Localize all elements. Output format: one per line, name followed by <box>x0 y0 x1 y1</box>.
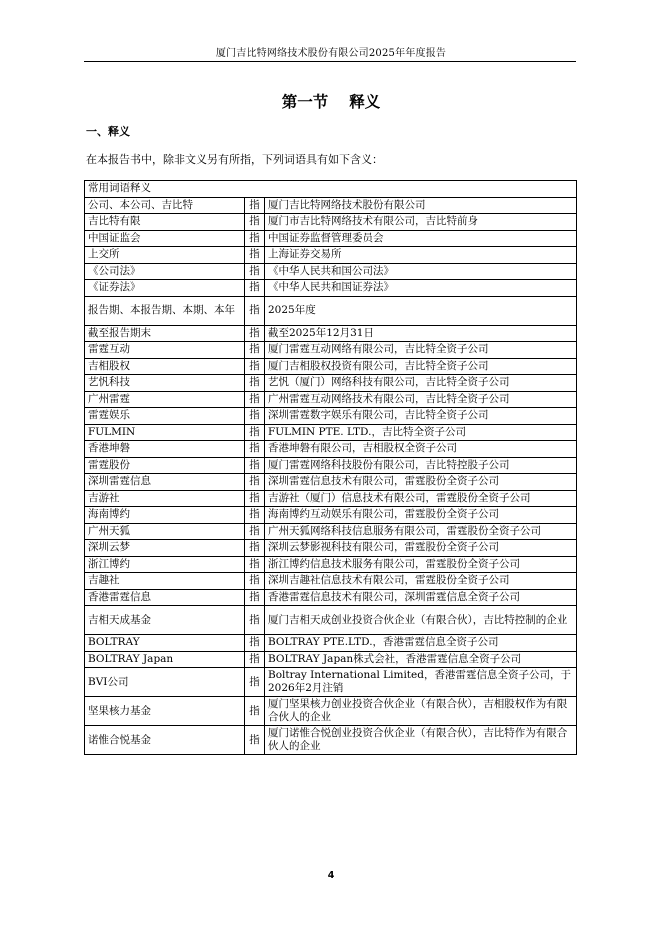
term-cell: 报告期、本报告期、本期、本年 <box>85 296 245 325</box>
term-cell: 吉相天成基金 <box>85 606 245 635</box>
table-header-row <box>85 181 577 198</box>
term-cell: 广州天狐 <box>85 523 245 540</box>
separator-cell: 指 <box>245 668 265 697</box>
definition-cell: 截至2025年12月31日 <box>265 325 577 342</box>
definition-cell: 广州天狐网络科技信息服务有限公司，雷霆股份全资子公司 <box>265 523 577 540</box>
table-row <box>85 263 577 280</box>
table-row <box>85 230 577 247</box>
table-row <box>85 606 577 635</box>
separator-cell: 指 <box>245 573 265 590</box>
term-cell: 吉比特有限 <box>85 214 245 231</box>
definition-cell: 中国证券监督管理委员会 <box>265 230 577 247</box>
definition-cell: 《中华人民共和国公司法》 <box>265 263 577 280</box>
subsection-title: 一、释义 <box>86 125 130 138</box>
term-cell: 公司、本公司、吉比特 <box>85 197 245 214</box>
term-cell: 诺惟合悦基金 <box>85 726 245 755</box>
separator-cell: 指 <box>245 523 265 540</box>
term-cell: 《证券法》 <box>85 280 245 297</box>
table-row <box>85 651 577 668</box>
separator-cell: 指 <box>245 375 265 392</box>
term-cell: 雷霆娱乐 <box>85 408 245 425</box>
term-cell: BOLTRAY <box>85 635 245 652</box>
table-row <box>85 408 577 425</box>
separator-cell: 指 <box>245 325 265 342</box>
definition-cell: 厦门吉相天成创业投资合伙企业（有限合伙），吉比特控制的企业 <box>265 606 577 635</box>
definitions-table <box>84 180 577 755</box>
separator-cell: 指 <box>245 490 265 507</box>
table-row <box>85 726 577 755</box>
term-cell: 截至报告期末 <box>85 325 245 342</box>
term-cell: 上交所 <box>85 247 245 264</box>
term-cell: BVI公司 <box>85 668 245 697</box>
definition-cell: BOLTRAY Japan株式会社，香港雷霆信息全资子公司 <box>265 651 577 668</box>
separator-cell: 指 <box>245 441 265 458</box>
term-cell: 广州雷霆 <box>85 391 245 408</box>
term-cell: FULMIN <box>85 424 245 441</box>
separator-cell: 指 <box>245 606 265 635</box>
separator-cell: 指 <box>245 358 265 375</box>
definition-cell: 厦门吉比特网络技术股份有限公司 <box>265 197 577 214</box>
term-cell: 深圳云梦 <box>85 540 245 557</box>
separator-cell: 指 <box>245 635 265 652</box>
definition-cell: 海南博约互动娱乐有限公司，雷霆股份全资子公司 <box>265 507 577 524</box>
term-cell: 艺忛科技 <box>85 375 245 392</box>
definition-cell: 深圳雷霆数字娱乐有限公司，吉比特全资子公司 <box>265 408 577 425</box>
definition-cell: 厦门坚果核力创业投资合伙企业（有限合伙），吉相股权作为有限合伙人的企业 <box>265 697 577 726</box>
term-cell: 雷霆互动 <box>85 342 245 359</box>
term-cell: 吉相股权 <box>85 358 245 375</box>
separator-cell: 指 <box>245 247 265 264</box>
table-row <box>85 214 577 231</box>
definition-cell: 深圳雷霆信息技术有限公司，雷霆股份全资子公司 <box>265 474 577 491</box>
definition-cell: 艺忛（厦门）网络科技有限公司，吉比特全资子公司 <box>265 375 577 392</box>
table-row <box>85 573 577 590</box>
table-row <box>85 474 577 491</box>
separator-cell: 指 <box>245 197 265 214</box>
definition-cell: 广州雷霆互动网络技术有限公司，吉比特全资子公司 <box>265 391 577 408</box>
table-row <box>85 296 577 325</box>
term-cell: BOLTRAY Japan <box>85 651 245 668</box>
table-row <box>85 441 577 458</box>
term-cell: 浙江博约 <box>85 556 245 573</box>
definition-cell: 浙江博约信息技术服务有限公司，雷霆股份全资子公司 <box>265 556 577 573</box>
page-header: 厦门吉比特网络技术股份有限公司2025年年度报告 <box>215 48 447 59</box>
separator-cell: 指 <box>245 408 265 425</box>
table-row <box>85 668 577 697</box>
table-row <box>85 507 577 524</box>
separator-cell: 指 <box>245 589 265 606</box>
separator-cell: 指 <box>245 457 265 474</box>
header-rule <box>84 61 576 62</box>
table-row <box>85 635 577 652</box>
definition-cell: 《中华人民共和国证券法》 <box>265 280 577 297</box>
section-title: 第一节 释义 <box>281 93 381 111</box>
separator-cell: 指 <box>245 214 265 231</box>
term-cell: 吉趣社 <box>85 573 245 590</box>
separator-cell: 指 <box>245 474 265 491</box>
separator-cell: 指 <box>245 507 265 524</box>
table-header: 常用词语释义 <box>85 181 577 198</box>
definition-cell: BOLTRAY PTE.LTD.，香港雷霆信息全资子公司 <box>265 635 577 652</box>
term-cell: 香港坤磐 <box>85 441 245 458</box>
definition-cell: FULMIN PTE. LTD.，吉比特全资子公司 <box>265 424 577 441</box>
separator-cell: 指 <box>245 230 265 247</box>
separator-cell: 指 <box>245 540 265 557</box>
separator-cell: 指 <box>245 342 265 359</box>
term-cell: 香港雷霆信息 <box>85 589 245 606</box>
separator-cell: 指 <box>245 424 265 441</box>
table-row <box>85 325 577 342</box>
term-cell: 吉游社 <box>85 490 245 507</box>
table-row <box>85 457 577 474</box>
table-row <box>85 523 577 540</box>
table-row <box>85 391 577 408</box>
definition-cell: 厦门雷霆互动网络有限公司，吉比特全资子公司 <box>265 342 577 359</box>
definition-cell: Boltray International Limited，香港雷霆信息全资子公司，于2026年2月注销 <box>265 668 577 697</box>
separator-cell: 指 <box>245 391 265 408</box>
definition-cell: 香港坤磐有限公司，吉相股权全资子公司 <box>265 441 577 458</box>
term-cell: 海南博约 <box>85 507 245 524</box>
definition-cell: 2025年度 <box>265 296 577 325</box>
definition-cell: 上海证券交易所 <box>265 247 577 264</box>
table-row <box>85 358 577 375</box>
definition-cell: 厦门雷霆网络科技股份有限公司，吉比特控股子公司 <box>265 457 577 474</box>
definition-cell: 厦门市吉比特网络技术有限公司，吉比特前身 <box>265 214 577 231</box>
table-row <box>85 280 577 297</box>
separator-cell: 指 <box>245 697 265 726</box>
page-number: 4 <box>327 870 335 881</box>
term-cell: 雷霆股份 <box>85 457 245 474</box>
table-row <box>85 247 577 264</box>
definition-cell: 厦门诺惟合悦创业投资合伙企业（有限合伙），吉比特作为有限合伙人的企业 <box>265 726 577 755</box>
table-row <box>85 375 577 392</box>
table-row <box>85 424 577 441</box>
separator-cell: 指 <box>245 296 265 325</box>
table-row <box>85 490 577 507</box>
separator-cell: 指 <box>245 280 265 297</box>
separator-cell: 指 <box>245 726 265 755</box>
table-row <box>85 342 577 359</box>
table-row <box>85 589 577 606</box>
table-row <box>85 197 577 214</box>
table-row <box>85 697 577 726</box>
term-cell: 中国证监会 <box>85 230 245 247</box>
definition-cell: 吉游社（厦门）信息技术有限公司，雷霆股份全资子公司 <box>265 490 577 507</box>
term-cell: 《公司法》 <box>85 263 245 280</box>
definition-cell: 香港雷霆信息技术有限公司，深圳雷霆信息全资子公司 <box>265 589 577 606</box>
separator-cell: 指 <box>245 556 265 573</box>
separator-cell: 指 <box>245 263 265 280</box>
table-row <box>85 556 577 573</box>
separator-cell: 指 <box>245 651 265 668</box>
definition-cell: 厦门吉相股权投资有限公司，吉比特全资子公司 <box>265 358 577 375</box>
term-cell: 坚果核力基金 <box>85 697 245 726</box>
table-row <box>85 540 577 557</box>
definition-cell: 深圳吉趣社信息技术有限公司，雷霆股份全资子公司 <box>265 573 577 590</box>
intro-text: 在本报告书中，除非文义另有所指，下列词语具有如下含义： <box>86 153 383 166</box>
term-cell: 深圳雷霆信息 <box>85 474 245 491</box>
definition-cell: 深圳云梦影视科技有限公司，雷霆股份全资子公司 <box>265 540 577 557</box>
